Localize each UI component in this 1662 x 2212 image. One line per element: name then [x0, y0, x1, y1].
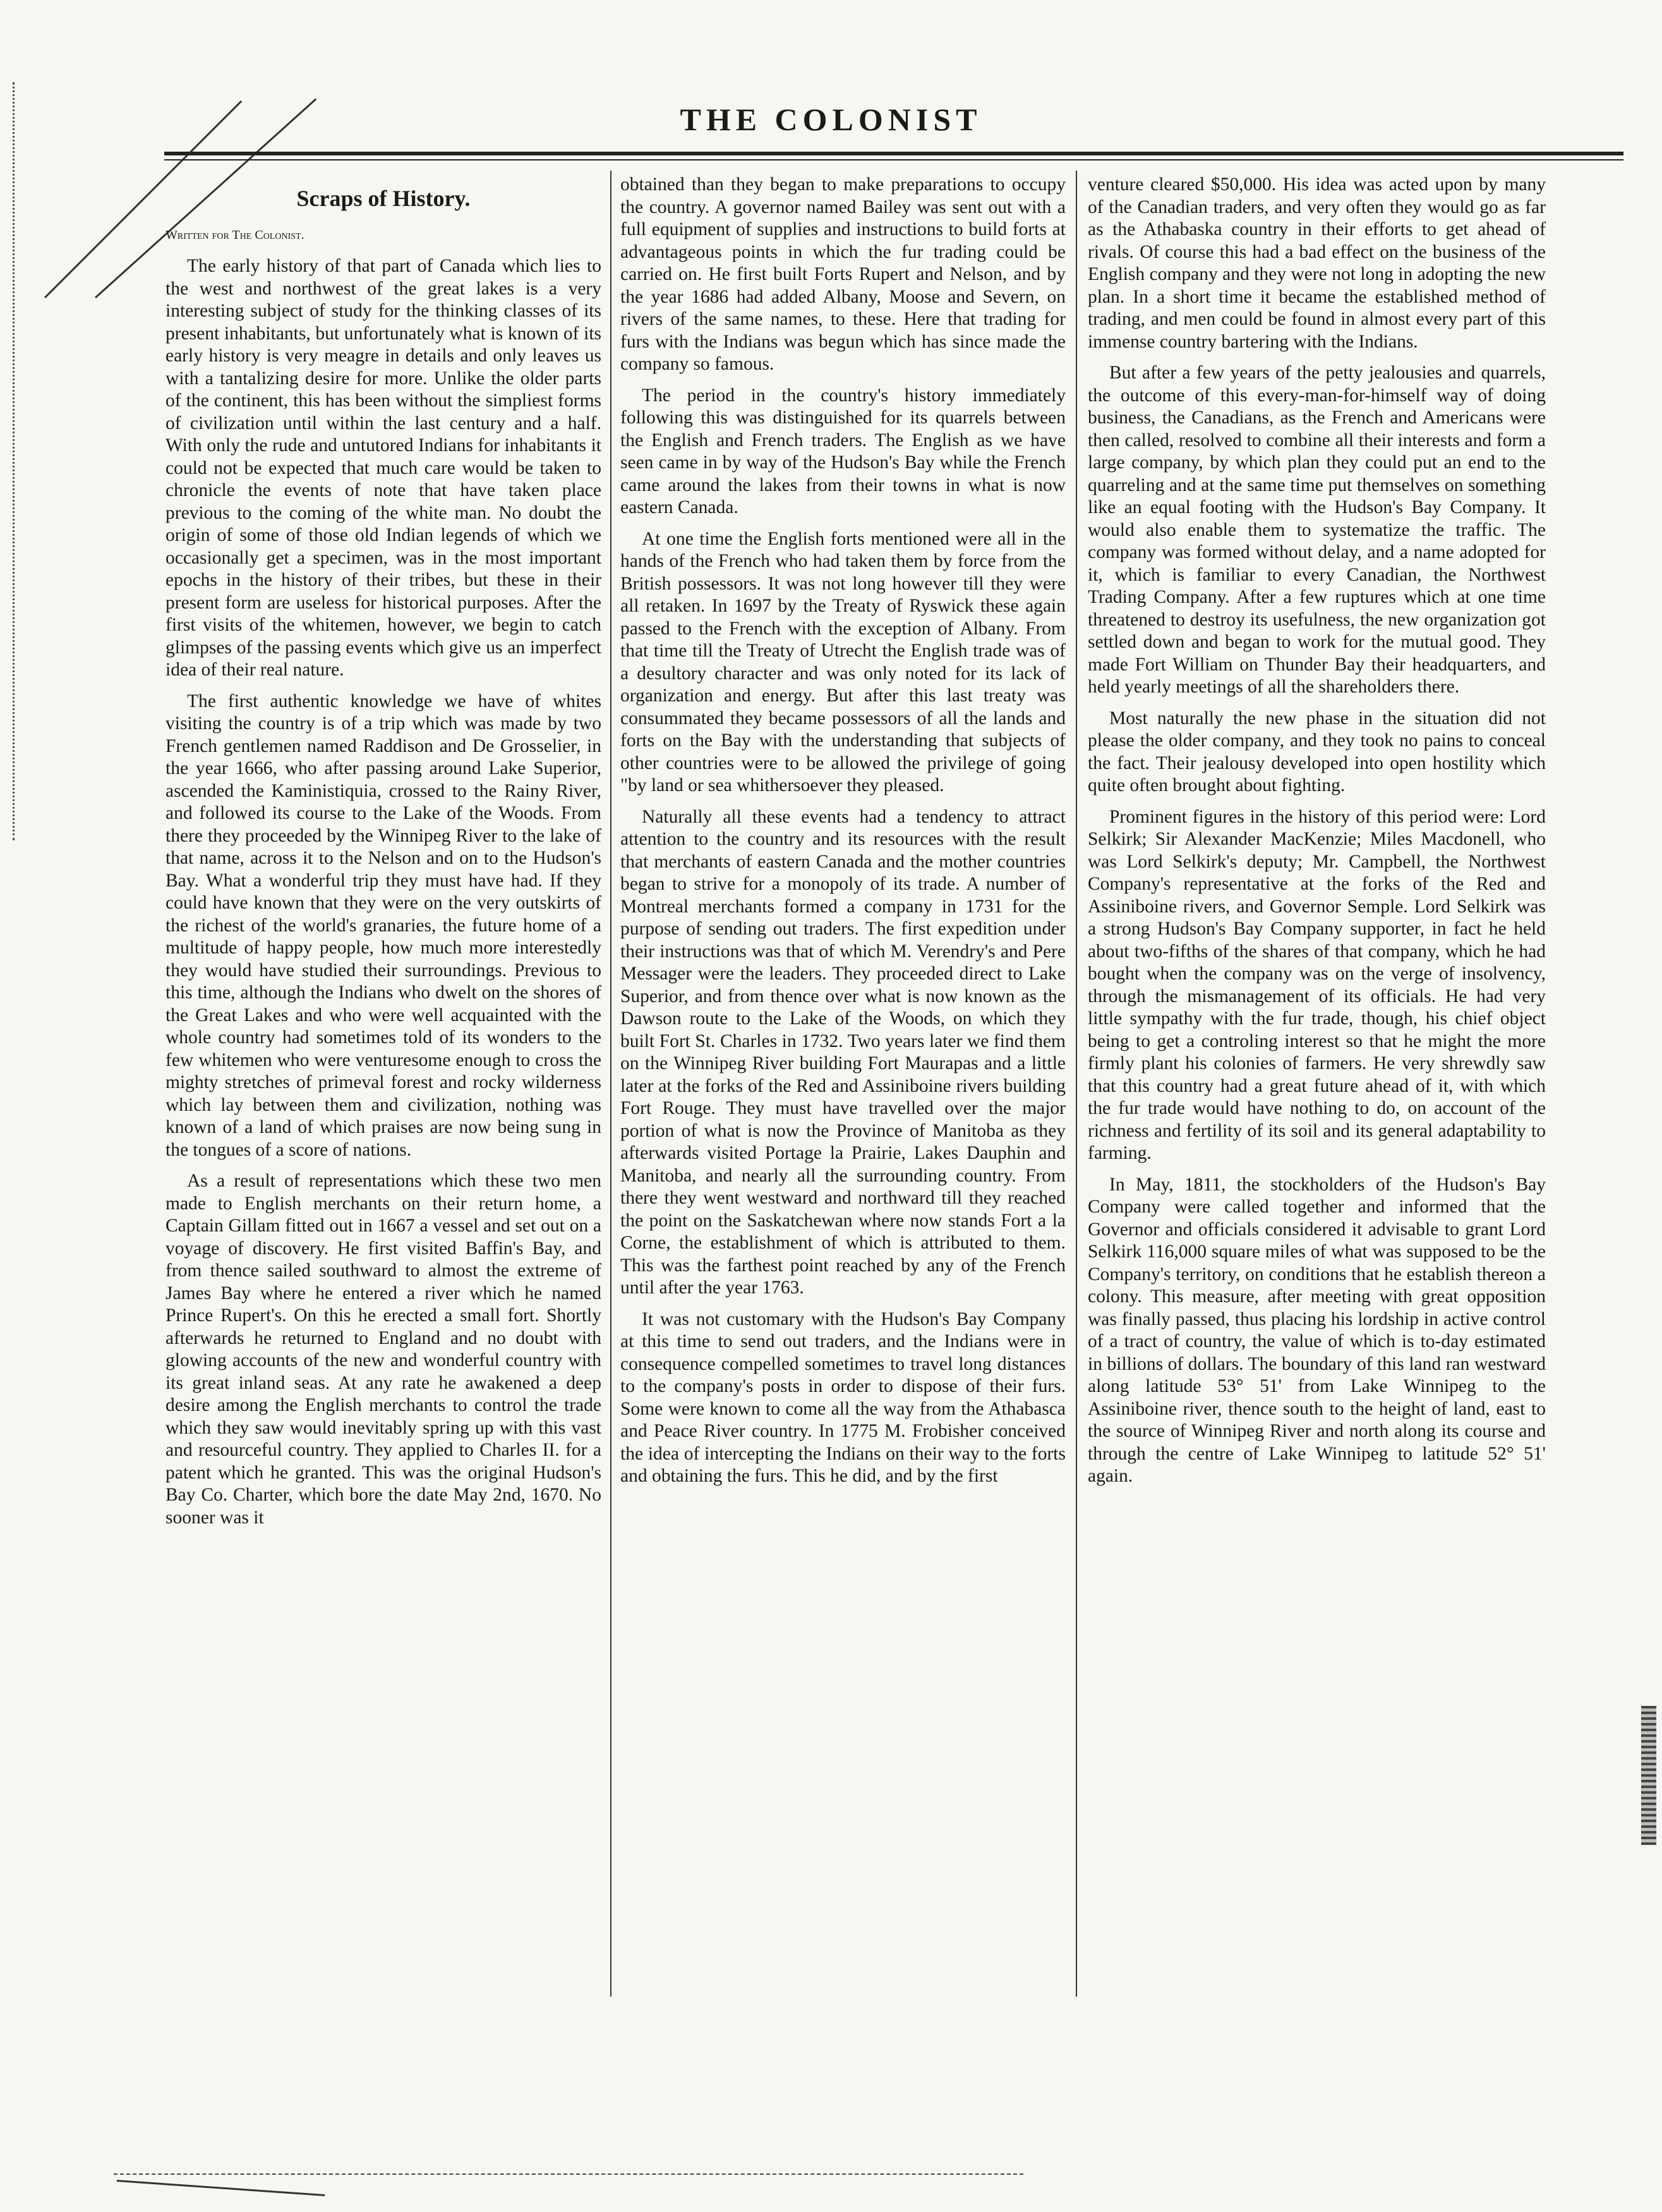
paragraph: In May, 1811, the stockholders of the Hudson's Bay Company were called together and informed that the Governor and officials considered it advisable to grant Lord Selkirk 116,000 square miles of what was supposed to be the Company's territory, on conditions that he establish thereon a colony. This measure, after meeting with great opposition was finally passed, thus placing his lordship in active control of a tract of country, the value of which is to-day estimated in billions of dollars. The boundary of this land ran westward along latitude 53° 51' from Lake Winnipeg to the Assiniboine river, thence south to the height of land, east to the source of Winnipeg River and north along its course and through the centre of Lake Winnipeg to latitude 52° 51' again. — [1088, 1174, 1546, 1486]
paragraph: Most naturally the new phase in the situation did not please the older company, and they took no pains to conceal the fact. Their jealousy developed into open hostility which quite often brought about fighting. — [1088, 708, 1546, 795]
paragraph: obtained than they began to make preparations to occupy the country. A governor named Bailey was sent out with a full equipment of supplies and instructions to build forts at advantageous points in which the fur trading could be carried on. He first built Forts Rupert and Nelson, and by the year 1686 had added Albany, Moose and Severn, on rivers of the same names, to these. Here that trading for furs with the Indians was begun which has since made the company so famous. — [620, 174, 1066, 374]
column-divider-2 — [1076, 171, 1077, 1997]
scan-edge-artifact — [1641, 1706, 1656, 1845]
page-bottom-rule — [114, 2173, 1023, 2175]
paragraph: At one time the English forts mentioned were all in the hands of the French who had taken them by force from the British possessors. It was not long however till they were all retaken. In 1697 by the Treaty of Ryswick these again passed to the French with the exception of Albany. From that time till the Treaty of Utrecht the English trade was of a desultory character and was only noted for its lack of organization and energy. But after this last treaty was consummated they became possessors of all the lands and forts on the Bay with the understanding that subjects of other countries were to be allowed the privilege of going "by land or sea whithersoever they pleased. — [620, 528, 1066, 795]
masthead-rule-thin — [164, 159, 1623, 160]
paragraph: It was not customary with the Hudson's Bay Company at this time to send out traders, and the Indians were in consequence compelled sometimes to travel long distances to the company's posts in order to dispose of their furs. Some were known to come all the way from the Athabasca and Peace River country. In 1775 M. Frobisher conceived the idea of intercepting the Indians on their way to the forts and obtaining the furs. This he did, and by the first — [620, 1308, 1066, 1486]
paragraph: venture cleared $50,000. His idea was acted upon by many of the Canadian traders, and very often they would go as far as the Athabaska country in their efforts to get ahead of rivals. Of course this had a bad effect on the business of the English company and they were not long in adopting the new plan. In a short time it became the established method of trading, and men could be found in almost every part of this immense country bartering with the Indians. — [1088, 174, 1546, 352]
column-divider-1 — [610, 171, 611, 1997]
paragraph: But after a few years of the petty jealousies and quarrels, the outcome of this every-man-for-himself way of doing business, the Canadians, as the French and Americans were then called, resolved to combine all their interests and form a large company, by which plan they could put an end to the quarreling and at the same time put themselves on something like an equal footing with the Hudson's Bay Company. It would also enable them to systematize the traffic. The company was formed without delay, and a name adopted for it, which is familiar to every Canadian, the Northwest Trading Company. After a few ruptures which at one time threatened to destroy its usefulness, the new organization got settled down and began to work for the mutual good. They made Fort William on Thunder Bay their headquarters, and held yearly meetings of all the shareholders there. — [1088, 363, 1546, 697]
margin-binding-marks — [13, 82, 25, 840]
paragraph: The first authentic knowledge we have of whites visiting the country is of a trip which was made by two French gentlemen named Raddison and De Grosselier, in the year 1666, who after passing around Lake Superior, ascended the Kaministiquia, crossed to the Rainy River, and followed its course to the Lake of the Woods. From there they proceeded by the Winnipeg River to the lake of that name, across it to the Nelson and on to the Hudson's Bay. What a wonderful trip they must have had. If they could have known that they were on the very outskirts of the richest of the world's granaries, the future home of a multitude of happy people, how much more interestedly they would have studied their surroundings. Previous to this time, although the Indians who dwelt on the shores of the Great Lakes and who were well acquainted with the whole country had sometimes told of its wonders to the few whitemen who were venturesome enough to cross the mighty stretches of primeval forest and rocky wilderness which lay between them and civilization, nothing was known of a land of which praises are now being sung in the tongues of a score of nations. — [166, 691, 601, 1160]
article-column-2 — [620, 174, 1066, 1987]
paragraph: Naturally all these events had a tendency to attract attention to the country and its resources with the result that merchants of eastern Canada and the mother countries began to strive for a monopoly of its trade. A number of Montreal merchants formed a company in 1731 for the purpose of sending out traders. The first expedition under their instructions was that of which M. Verendry's and Pere Messager were the leaders. They proceeded direct to Lake Superior, and from thence over what is now known as the Dawson route to the Lake of the Woods, on which they built Fort St. Charles in 1732. Two years later we find them on the Winnipeg River building Fort Maurapas and a little later at the forks of the Red and Assiniboine rivers building Fort Rouge. They must have travelled over the major portion of what is now the Province of Manitoba as they afterwards visited Portage la Prairie, Lakes Dauphin and Manitoba, and nearly all the surrounding country. From there they went westward and northward till they reached the point on the Saskatchewan where now stands Fort a la Corne, the establishment of which is attributed to them. This was the farthest point reached by any of the French until after the year 1763. — [620, 806, 1066, 1298]
paragraph: Prominent figures in the history of this period were: Lord Selkirk; Sir Alexander MacKenzie; Miles Macdonell, who was Lord Selkirk's deputy; Mr. Campbell, the Northwest Company's representative at the forks of the Red and Assiniboine rivers, and Governor Semple. Lord Selkirk was a strong Hudson's Bay Company supporter, in fact he held about two-fifths of the shares of that company, which he had bought when the company was on the verge of insolvency, through the mismanagement of its officials. He had very little sympathy with the fur trade, though, his chief object being to get a controling interest so that he might the more firmly plant his colonies of farmers. He very shrewdly saw that this country had a great future ahead of it, with which the fur trade would have nothing to do, on account of the richness and fertility of its soil and its general adaptability to farming. — [1088, 806, 1546, 1163]
article-column-1 — [166, 174, 601, 1987]
paragraph: The early history of that part of Canada which lies to the west and northwest of the great lakes is a very interesting subject of study for the thinking classes of its present inhabitants, but unfortunately what is known of its early history is very meagre in details and only leaves us with a tantalizing desire for more. Unlike the older parts of the continent, this has been without the simpliest forms of civilization until within the last century and a half. With only the rude and untutored Indians for inhabitants it could not be expected that much care would be taken to chronicle the events of note that have taken place previous to the coming of the white man. No doubt the origin of some of those old Indian legends of which we occasionally get a specimen, was in the most important epochs in the history of their tribes, but these in their present form are useless for historical purposes. After the first visits of the whitemen, however, we begin to catch glimpses of the passing events which give us an imperfect idea of their real nature. — [166, 256, 601, 680]
article-byline: Written for The Colonist. — [166, 227, 304, 242]
article-headline: Scraps of History. — [296, 186, 471, 211]
paragraph: As a result of representations which these two men made to English merchants on their return home, a Captain Gillam fitted out in 1667 a vessel and set out on a voyage of discovery. He first visited Baffin's Bay, and from thence sailed southward to almost the extreme of James Bay where he entered a river which he named Prince Rupert's. On this he erected a small fort. Shortly afterwards he returned to England and no doubt with glowing accounts of the new and wonderful country with its great inland seas. At any rate he awakened a deep desire among the English merchants to control the trade which they saw would inevitably spring up with this vast and resourceful country. They applied to Charles II. for a patent which he granted. This was the original Hudson's Bay Co. Charter, which bore the date May 2nd, 1670. No sooner was it — [166, 1171, 601, 1528]
bottom-pen-stroke — [117, 2180, 325, 2196]
masthead-rule — [164, 152, 1623, 155]
masthead: THE COLONIST — [680, 102, 982, 137]
paragraph: The period in the country's history immediately following this was distinguished for its quarrels between the English and French traders. The English as we have seen came in by way of the Hudson's Bay while the French came around the lakes from their towns in what is now eastern Canada. — [620, 385, 1066, 517]
article-column-3 — [1088, 174, 1546, 1987]
